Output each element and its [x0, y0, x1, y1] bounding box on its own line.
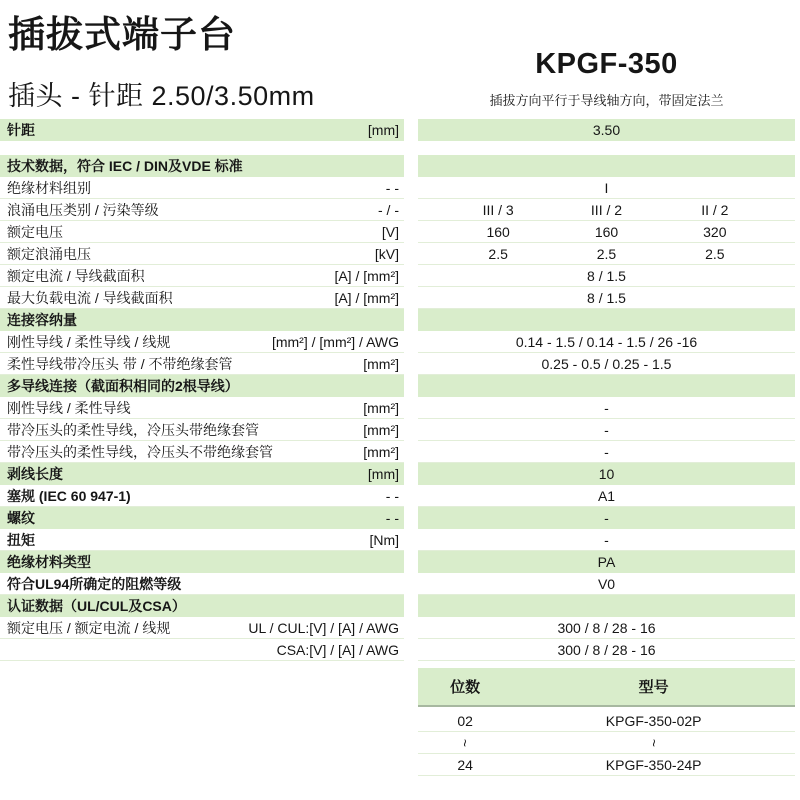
spec-unit: [A] / [mm²] — [334, 289, 399, 306]
spec-row-left — [0, 309, 404, 331]
spec-label: 额定电压 — [7, 223, 63, 240]
spec-row-left — [0, 265, 404, 287]
spec-label: 额定电流 / 导线截面积 — [7, 267, 145, 284]
spec-label: 最大负载电流 / 导线截面积 — [7, 289, 173, 306]
spec-unit: [A] / [mm²] — [334, 267, 399, 284]
spec-value: III / 2 — [590, 201, 623, 218]
spec-row — [0, 441, 800, 463]
pane-gap — [404, 551, 418, 573]
spec-label: 刚性导线 / 柔性导线 / 线规 — [7, 333, 171, 350]
spec-row-values — [418, 243, 795, 265]
spec-row-values — [418, 309, 795, 331]
spec-row-values — [418, 155, 795, 177]
spec-value: 2.5 — [596, 245, 617, 262]
spec-unit: - - — [385, 510, 399, 526]
spec-value: 300 / 8 / 28 - 16 — [557, 641, 656, 658]
spec-row — [0, 485, 800, 507]
spec-unit: CSA:[V] / [A] / AWG — [276, 641, 399, 658]
spec-row-values — [418, 529, 795, 551]
spec-table — [0, 119, 800, 661]
spec-label: 柔性导线带冷压头 带 / 不带绝缘套管 — [7, 355, 233, 372]
spec-row-values — [418, 617, 795, 639]
spec-row-left — [0, 353, 404, 375]
pane-gap — [404, 507, 418, 529]
spec-row-values — [418, 507, 795, 529]
pane-gap — [404, 177, 418, 199]
spec-unit: [mm²] — [363, 399, 399, 416]
spec-value: II / 2 — [701, 201, 729, 218]
spec-label: 带冷压头的柔性导线，冷压头带绝缘套管 — [7, 421, 259, 438]
pane-gap — [404, 243, 418, 265]
range-tilde: ~ — [457, 738, 474, 747]
spec-row-left — [0, 529, 404, 551]
spec-row-values — [418, 119, 795, 141]
spec-unit: [mm²] — [363, 443, 399, 460]
spec-row-left — [0, 639, 404, 661]
spec-label: 额定电压 / 额定电流 / 线规 — [7, 619, 171, 636]
spec-value: PA — [597, 554, 616, 570]
spec-row — [0, 177, 800, 199]
spec-row — [0, 155, 800, 177]
spec-row-values — [418, 639, 795, 661]
spec-row — [0, 595, 800, 617]
spec-row — [0, 287, 800, 309]
spec-row-left — [0, 485, 404, 507]
spec-row-left — [0, 221, 404, 243]
spec-row — [0, 507, 800, 529]
model-block — [418, 48, 795, 109]
spec-row — [0, 375, 800, 397]
spec-unit: [mm] — [367, 122, 399, 138]
page-subtitle: 插头 - 针距 2.50/3.50mm — [8, 81, 315, 111]
pane-gap — [404, 155, 418, 177]
pane-gap — [404, 375, 418, 397]
spec-row — [0, 529, 800, 551]
pane-gap — [404, 617, 418, 639]
spec-row — [0, 243, 800, 265]
spec-row-left — [0, 331, 404, 353]
pane-gap — [404, 441, 418, 463]
spec-row-values — [418, 199, 795, 221]
spec-row — [0, 463, 800, 485]
spec-value: 2.5 — [705, 245, 725, 262]
spec-row-values — [418, 551, 795, 573]
spec-unit: [mm²] — [363, 355, 399, 372]
spec-row — [0, 265, 800, 287]
spec-row-left — [0, 397, 404, 419]
spec-row-left — [0, 573, 404, 595]
spec-row — [0, 617, 800, 639]
spec-value: - — [604, 443, 609, 460]
order-model-cell: KPGF-350-02P — [605, 712, 702, 729]
order-model-cell — [512, 735, 795, 751]
spec-row-left — [0, 155, 404, 177]
spec-value: 10 — [598, 466, 615, 482]
spec-value: 0.14 - 1.5 / 0.14 - 1.5 / 26 -16 — [515, 333, 698, 350]
spec-unit: [mm²] — [363, 421, 399, 438]
spec-label: 绝缘材料类型 — [7, 554, 91, 570]
spec-label: 刚性导线 / 柔性导线 — [7, 399, 131, 416]
spec-value: III / 3 — [482, 201, 514, 218]
spec-label: 技术数据，符合 IEC / DIN及VDE 标准 — [7, 158, 243, 174]
page-title: 插拔式端子台 — [8, 14, 236, 55]
spec-label: 符合UL94所确定的阻燃等级 — [7, 575, 182, 592]
pane-gap — [404, 309, 418, 331]
page-header — [0, 0, 800, 119]
spec-value: - — [604, 510, 609, 526]
spec-label: 螺纹 — [7, 510, 35, 526]
spec-row-values — [418, 419, 795, 441]
spec-row-values — [418, 375, 795, 397]
spec-row-left — [0, 463, 404, 485]
order-header-model: 型号 — [638, 679, 669, 696]
spec-value: - — [604, 531, 609, 548]
spec-row-left — [0, 507, 404, 529]
pane-gap — [404, 485, 418, 507]
spec-row-left — [0, 199, 404, 221]
spacer-row — [0, 141, 800, 155]
order-table-body — [418, 710, 795, 776]
spec-row-left — [0, 595, 404, 617]
spec-row-values — [418, 331, 795, 353]
pane-gap — [404, 639, 418, 661]
spec-row-values — [418, 265, 795, 287]
spec-row — [0, 331, 800, 353]
order-positions-cell: 24 — [457, 756, 473, 773]
spec-row — [0, 551, 800, 573]
spec-row — [0, 639, 800, 661]
pane-gap — [404, 595, 418, 617]
spec-row — [0, 119, 800, 141]
order-positions-cell: 02 — [457, 712, 473, 729]
spec-row — [0, 419, 800, 441]
order-model-cell: KPGF-350-24P — [605, 756, 702, 773]
spec-value: 300 / 8 / 28 - 16 — [557, 619, 656, 636]
spec-unit: - - — [385, 179, 399, 196]
spec-row-values — [418, 441, 795, 463]
spec-row — [0, 309, 800, 331]
spec-row-left — [0, 617, 404, 639]
pane-gap — [404, 419, 418, 441]
pane-gap — [404, 463, 418, 485]
spec-unit: [Nm] — [369, 531, 399, 548]
spec-label: 额定浪涌电压 — [7, 245, 91, 262]
pane-gap — [404, 199, 418, 221]
spec-unit: [kV] — [374, 245, 399, 262]
spec-value: - — [604, 399, 609, 416]
spec-value: I — [604, 179, 609, 196]
spec-unit: - - — [385, 487, 399, 504]
order-header-positions: 位数 — [450, 679, 481, 696]
spec-unit: [V] — [381, 223, 399, 240]
spec-unit: [mm] — [367, 466, 399, 482]
spec-row-left — [0, 243, 404, 265]
order-row — [418, 732, 795, 754]
spec-row-values — [418, 573, 795, 595]
spec-label: 绝缘材料组别 — [7, 179, 91, 196]
spec-value: 2.5 — [488, 245, 508, 262]
spec-row-left — [0, 375, 404, 397]
spec-row-left — [0, 287, 404, 309]
order-row — [418, 754, 795, 776]
pane-gap — [404, 397, 418, 419]
pane-gap — [404, 353, 418, 375]
spec-value: 8 / 1.5 — [587, 267, 626, 284]
spec-value: 0.25 - 0.5 / 0.25 - 1.5 — [541, 355, 672, 372]
pane-gap — [404, 221, 418, 243]
spec-row-left — [0, 119, 404, 141]
pane-gap — [404, 287, 418, 309]
spec-value: V0 — [597, 575, 616, 592]
order-table-header — [418, 668, 795, 707]
spec-unit: - / - — [378, 201, 399, 218]
spec-row — [0, 397, 800, 419]
spec-value: 160 — [594, 223, 619, 240]
pane-gap — [404, 265, 418, 287]
spec-value: - — [604, 421, 609, 438]
spec-row-values — [418, 397, 795, 419]
spec-row — [0, 221, 800, 243]
spec-unit: [mm²] / [mm²] / AWG — [271, 333, 399, 350]
spec-label: 带冷压头的柔性导线，冷压头不带绝缘套管 — [7, 443, 273, 460]
spec-row-left — [0, 551, 404, 573]
spec-value: A1 — [597, 487, 616, 504]
spec-label: 塞规 (IEC 60 947-1) — [7, 487, 131, 504]
spec-label: 剥线长度 — [7, 466, 63, 482]
pane-gap — [404, 119, 418, 141]
range-tilde: ~ — [645, 738, 662, 747]
spec-row-values — [418, 221, 795, 243]
order-table — [418, 668, 795, 776]
spec-row-values — [418, 287, 795, 309]
spec-row — [0, 573, 800, 595]
spec-row — [0, 199, 800, 221]
spec-label: 针距 — [7, 122, 35, 138]
pane-gap — [404, 331, 418, 353]
spec-row — [0, 353, 800, 375]
order-row — [418, 710, 795, 732]
order-positions-cell — [418, 735, 512, 751]
spec-label: 认证数据（UL/CUL及CSA） — [7, 598, 186, 614]
spec-value: 160 — [486, 223, 510, 240]
spec-row-left — [0, 419, 404, 441]
pane-gap — [404, 529, 418, 551]
spec-row-values — [418, 177, 795, 199]
spec-row-values — [418, 595, 795, 617]
spec-row-values — [418, 485, 795, 507]
model-number: KPGF-350 — [535, 48, 678, 80]
spec-row-values — [418, 463, 795, 485]
spec-unit: UL / CUL:[V] / [A] / AWG — [248, 619, 399, 636]
spec-label: 多导线连接（截面积相同的2根导线） — [7, 378, 239, 394]
pane-gap — [404, 573, 418, 595]
spec-value: 3.50 — [592, 122, 621, 138]
spec-label: 连接容纳量 — [7, 312, 77, 328]
spec-value: 320 — [703, 223, 727, 240]
model-description: 插拔方向平行于导线轴方向，带固定法兰 — [489, 93, 724, 108]
spec-row-values — [418, 353, 795, 375]
spec-row-left — [0, 441, 404, 463]
spec-label: 浪涌电压类别 / 污染等级 — [7, 201, 159, 218]
spec-label: 扭矩 — [7, 531, 35, 548]
spec-value: 8 / 1.5 — [587, 289, 626, 306]
spec-row-left — [0, 177, 404, 199]
